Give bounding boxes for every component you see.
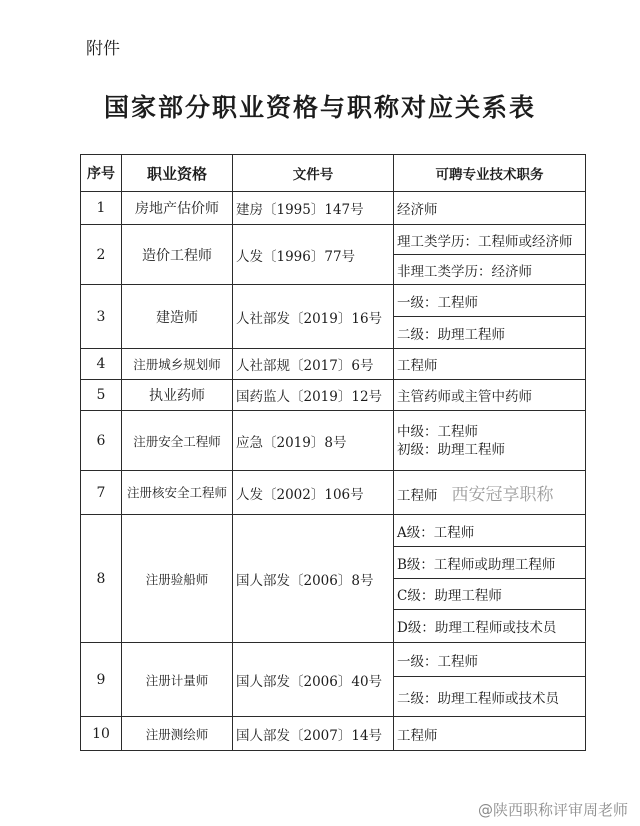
header-document: 文件号: [233, 155, 394, 192]
row-document: 国人部发〔2007〕14号: [233, 717, 394, 751]
row-job: 工程师: [394, 717, 586, 751]
table-row: [81, 471, 586, 515]
row-no: 2: [81, 225, 122, 285]
row-qualification: 注册安全工程师: [122, 411, 233, 471]
header-qualification: 职业资格: [122, 155, 233, 192]
row-document: 国人部发〔2006〕8号: [233, 515, 394, 643]
row-job: A级：工程师: [394, 515, 586, 547]
table-row: [81, 643, 586, 677]
row-qualification: 注册测绘师: [122, 717, 233, 751]
row-job: D级：助理工程师或技术员: [394, 610, 586, 643]
row-job: 二级：助理工程师或技术员: [394, 677, 586, 717]
table-row: [81, 717, 586, 751]
row-no: 7: [81, 471, 122, 515]
row-job: 理工类学历：工程师或经济师: [394, 225, 586, 255]
row-qualification: 执业药师: [122, 380, 233, 411]
row-no: 4: [81, 349, 122, 380]
row-job: B级：工程师或助理工程师: [394, 547, 586, 579]
row-job-cell: [394, 411, 586, 471]
row-no: 5: [81, 380, 122, 411]
header-no: 序号: [81, 155, 122, 192]
row-no: 8: [81, 515, 122, 643]
row-job: C级：助理工程师: [394, 579, 586, 610]
table-row: [81, 380, 586, 411]
row-document: 人发〔2002〕106号: [233, 471, 394, 515]
row-qualification: 建造师: [122, 285, 233, 349]
row-document: 人社部发〔2019〕16号: [233, 285, 394, 349]
table-row: [81, 349, 586, 380]
row-no: 9: [81, 643, 122, 717]
table-row: [81, 515, 586, 547]
watermark-text: 西安冠享职称: [451, 485, 554, 505]
row-document: 应急〔2019〕8号: [233, 411, 394, 471]
row-document: 国药监人〔2019〕12号: [233, 380, 394, 411]
row-document: 人社部规〔2017〕6号: [233, 349, 394, 380]
table-row: [81, 225, 586, 255]
row-qualification: 注册城乡规划师: [122, 349, 233, 380]
row-qualification: 注册验船师: [122, 515, 233, 643]
row-job: 二级：助理工程师: [394, 317, 586, 349]
corner-watermark: @陕西职称评审周老师: [477, 801, 628, 819]
row-job-cell: [394, 471, 586, 515]
row-job: 主管药师或主管中药师: [394, 380, 586, 411]
row-no: 6: [81, 411, 122, 471]
row-qualification: 注册计量师: [122, 643, 233, 717]
row-job: 一级：工程师: [394, 285, 586, 317]
row-job: 工程师: [397, 488, 438, 504]
row-document: 建房〔1995〕147号: [233, 192, 394, 225]
attachment-label: 附件: [86, 39, 120, 59]
row-qualification: 房地产估价师: [122, 192, 233, 225]
row-qualification: 造价工程师: [122, 225, 233, 285]
table-header-row: [81, 155, 586, 192]
qualification-table: [80, 154, 586, 751]
row-qualification: 注册核安全工程师: [122, 471, 233, 515]
row-job: 中级：工程师: [397, 423, 478, 440]
document-title: 国家部分职业资格与职称对应关系表: [103, 93, 536, 122]
row-no: 10: [81, 717, 122, 751]
row-job: 一级：工程师: [394, 643, 586, 677]
table-row: [81, 411, 586, 471]
table-row: [81, 192, 586, 225]
row-job: 初级：助理工程师: [397, 441, 505, 458]
header-job-title: 可聘专业技术职务: [394, 155, 586, 192]
row-document: 国人部发〔2006〕40号: [233, 643, 394, 717]
row-document: 人发〔1996〕77号: [233, 225, 394, 285]
row-job: 工程师: [394, 349, 586, 380]
row-no: 3: [81, 285, 122, 349]
row-job: 非理工类学历：经济师: [394, 255, 586, 285]
row-job: 经济师: [394, 192, 586, 225]
row-no: 1: [81, 192, 122, 225]
table-row: [81, 285, 586, 317]
